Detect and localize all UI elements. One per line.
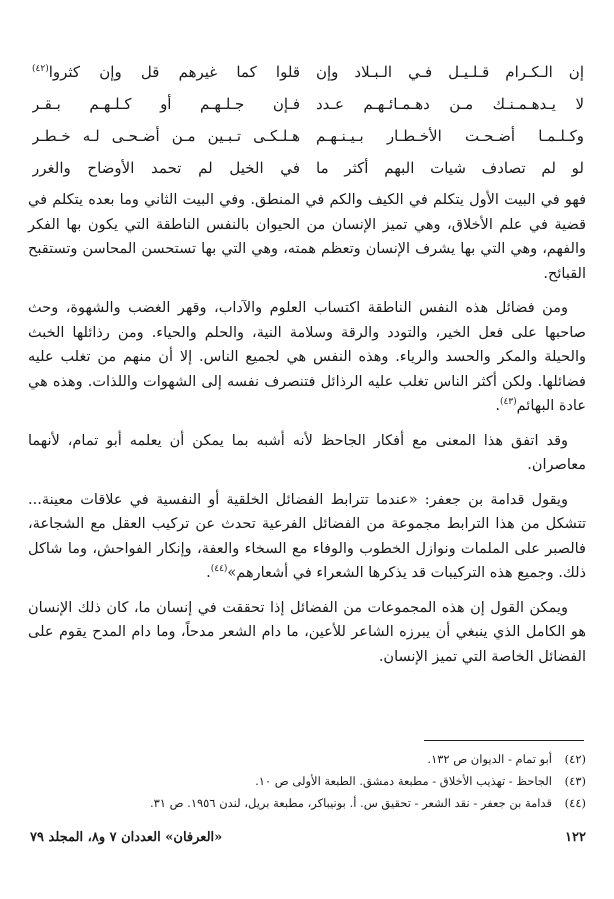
footnote-ref: (٤٢) bbox=[32, 64, 49, 74]
poem-hemistich-first: لا يـدهـمـنـك مـن دهـمـائـهـم عـدد bbox=[316, 95, 584, 113]
footnote-number: (٤٤) bbox=[564, 796, 586, 810]
paragraph-text: ويقول قدامة بن جعفر: «عندما تترابط الفضائل الخلقية أو النفسية في علاقات معينة... تتشكل من هذا الترابط مجموعة من الفضائل الفرعية تحدث عن تركيب العقل مع الشجاعة، فالصبر على الملمات ونوازل الخطوب والوفاء مع السخاء والعفة، وإنكار الفواحش، وما شاكل ذلك. وجميع هذه التركيبات قد يذكرها الشعراء في أشعارهم» bbox=[28, 491, 586, 581]
footnote-ref: (٤٣) bbox=[499, 397, 517, 408]
footnote-item bbox=[30, 792, 586, 814]
footnote-number: (٤٣) bbox=[564, 774, 586, 788]
footnote-text: قدامة بن جعفر - نقد الشعر - تحقيق س. أ. بونيباكر، مطبعة بريل، لندن ١٩٥٦. ص ٣١. bbox=[149, 796, 552, 810]
poem-hemistich-first: وكـلـمـا أضـحـت الأخـطـار بـيـنـهـم bbox=[316, 127, 584, 145]
footnote-divider bbox=[424, 740, 584, 741]
page-footer bbox=[30, 828, 586, 848]
poem-hemistich-second: هـلـكـى تـبـين مـن أضـحـى لـه خـطـر bbox=[32, 127, 300, 145]
poem-hemistich-first: لو لم تصادف شيات البهم أكثر ما bbox=[316, 159, 584, 177]
paragraph bbox=[28, 488, 586, 586]
poem-hemistich-first: إن الـكـرام قـلـيـل فـي الـبـلاد وإن bbox=[316, 63, 584, 81]
hemistich-text: قلوا كما غيرهم قل وإن كثروا bbox=[48, 63, 300, 81]
paragraph bbox=[28, 596, 586, 670]
footnote-item bbox=[30, 770, 586, 792]
footnote-text: الجاحظ - تهذيب الأخلاق - مطبعة دمشق. الطبعة الأولى ص ١٠. bbox=[255, 774, 552, 788]
paragraph-text: فهو في البيت الأول يتكلم في الكيف والكم في المنطق. وفي البيت الثاني وما بعده يتكلم في قضية في علم الأخلاق، وهي تميز الإنسان من الحيوان بالنفس الناطقة التي يكون بها الفكر والفهم، وهي التي بها يشرف الإنسان وتعظم همته، وهي التي بها تستحسن المحاسن وتستقبح القبائح. bbox=[28, 192, 586, 282]
footnote-text: أبو تمام - الديوان ص ١٣٢. bbox=[427, 752, 552, 766]
poem-hemistich-second: في الخيل لم تحمد الأوضاح والغرر bbox=[32, 159, 300, 177]
poem-verse bbox=[32, 56, 584, 88]
footnote-number: (٤٢) bbox=[564, 752, 586, 766]
paragraph bbox=[28, 188, 586, 286]
paragraph bbox=[28, 429, 586, 478]
poem-hemistich-second bbox=[32, 56, 300, 88]
paragraph-text: ويمكن القول إن هذه المجموعات من الفضائل إذا تحققت في إنسان ما، كان ذلك الإنسان هو الكامل الذي ينبغي أن يبرزه الشاعر للأعين، ما دام الشعر مدحاً، وما دام المدح يقوم على الفضائل الخاصة التي تميز الإنسان. bbox=[28, 599, 586, 665]
paragraph-text: ومن فضائل هذه النفس الناطقة اكتساب العلوم والآداب، وقهر الغضب والشهوة، وحث صاحبها على فعل الخير، والتودد والرقة وسلامة النية، والحلم والحياء. ومن رذائلها الخبث والحيلة والمكر والحسد والرياء. وهذه النفس هي لجميع الناس. إلا أن منهم من تغلب عليه فضائلها. ولكن أكثر الناس تغلب عليه الرذائل فتنصرف نفسه إلى الشهوات واللذات. وهذه هي عادة البهائم bbox=[28, 300, 586, 414]
poem-verse bbox=[32, 152, 584, 184]
footnotes bbox=[30, 748, 586, 814]
paragraph-text: وقد اتفق هذا المعنى مع أفكار الجاحظ لأنه أشبه بما يمكن أن يعلمه أبو تمام، لأنهما معاصران. bbox=[28, 432, 586, 473]
page-number: ١٢٢ bbox=[565, 830, 586, 845]
footnote-item bbox=[30, 748, 586, 770]
body-text bbox=[28, 188, 586, 679]
poem-verse bbox=[32, 120, 584, 152]
poem-block bbox=[32, 56, 584, 184]
paragraph-tail: . bbox=[206, 565, 211, 581]
poem-hemistich-second: فـإن جـلـهـم أو كـلـهـم بـقـر bbox=[32, 95, 300, 113]
poem-verse bbox=[32, 88, 584, 120]
footnote-ref: (٤٤) bbox=[210, 564, 228, 575]
paragraph: ومن فضائل هذه النفس الناطقة اكتساب العلوم والآداب، وقهر الغضب والشهوة، وحث صاحبها على فعل الخير، والتودد والرقة وسلامة النية، والحلم والحياء. ومن رذائلها الخبث والحيلة والمكر والحسد والرياء. وهذه النفس هي لجميع الناس. إلا أن منهم من تغلب عليه فضائلها. ولكن أكثر الناس تغلب عليه الرذائل فتنصرف نفسه إلى الشهوات واللذات. وهذه هي عادة البهائم$^{(٤٣)}$. bbox=[28, 300, 586, 414]
journal-reference: «العرفان» العددان ٧ و٨، المجلد ٧٩ bbox=[30, 830, 223, 845]
